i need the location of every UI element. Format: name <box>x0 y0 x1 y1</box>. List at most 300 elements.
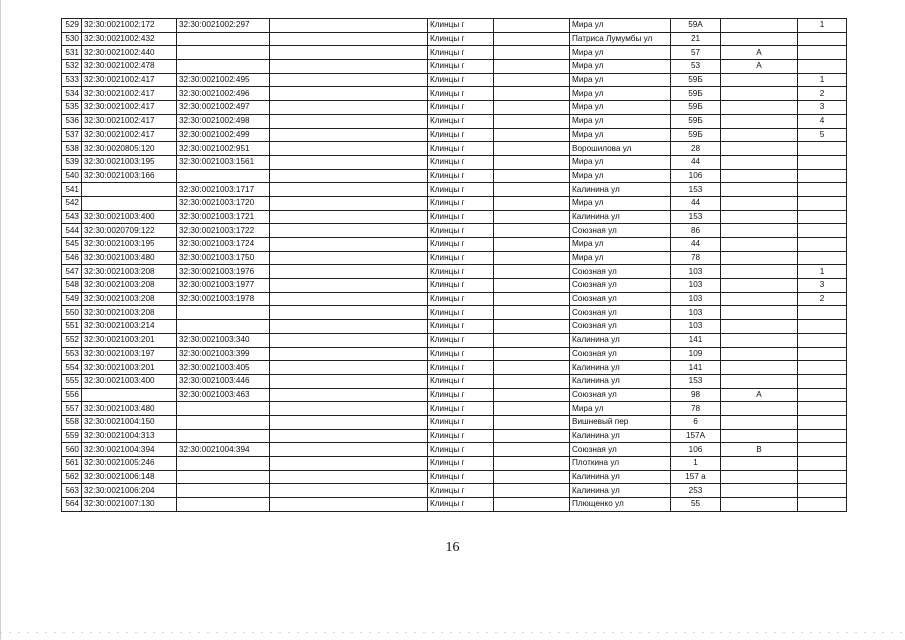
cell-house-number: 59Б <box>671 73 721 87</box>
cell-part-number <box>798 333 847 347</box>
cell-empty-field-2 <box>494 238 570 252</box>
cell-part-number <box>798 196 847 210</box>
cell-letter <box>721 196 798 210</box>
cell-empty-field <box>270 470 428 484</box>
cell-empty-field-2 <box>494 114 570 128</box>
table-row <box>62 374 847 388</box>
cell-letter <box>721 265 798 279</box>
cell-empty-field <box>270 210 428 224</box>
cell-building-cadastral-number: 32:30:0021004:394 <box>177 443 270 457</box>
cell-row-number: 562 <box>62 470 82 484</box>
cell-empty-field <box>270 333 428 347</box>
cell-house-number: 253 <box>671 484 721 498</box>
cell-letter: А <box>721 60 798 74</box>
cell-empty-field-2 <box>494 251 570 265</box>
cell-row-number: 541 <box>62 183 82 197</box>
cell-cadastral-number: 32:30:0020709:122 <box>82 224 177 238</box>
cell-empty-field-2 <box>494 19 570 33</box>
cell-letter <box>721 169 798 183</box>
cell-part-number <box>798 457 847 471</box>
cell-part-number <box>798 183 847 197</box>
cell-city: Клинцы г <box>428 114 494 128</box>
cell-letter: А <box>721 388 798 402</box>
cell-street: Калинина ул <box>570 210 671 224</box>
cell-empty-field-2 <box>494 443 570 457</box>
cell-empty-field <box>270 498 428 512</box>
cell-street: Мира ул <box>570 402 671 416</box>
cell-city: Клинцы г <box>428 292 494 306</box>
cell-building-cadastral-number: 32:30:0021003:340 <box>177 333 270 347</box>
cell-cadastral-number: 32:30:0021005:246 <box>82 457 177 471</box>
table-row <box>62 415 847 429</box>
cell-row-number: 564 <box>62 498 82 512</box>
cell-street: Союзная ул <box>570 347 671 361</box>
cell-letter <box>721 306 798 320</box>
cell-street: Мира ул <box>570 196 671 210</box>
cell-cadastral-number: 32:30:0021004:394 <box>82 443 177 457</box>
table-row <box>62 251 847 265</box>
cell-row-number: 557 <box>62 402 82 416</box>
cell-empty-field <box>270 87 428 101</box>
cell-building-cadastral-number: 32:30:0021003:1721 <box>177 210 270 224</box>
cell-letter <box>721 498 798 512</box>
cell-letter: А <box>721 46 798 60</box>
cell-empty-field <box>270 415 428 429</box>
cell-letter <box>721 73 798 87</box>
cell-building-cadastral-number: 32:30:0021003:1722 <box>177 224 270 238</box>
cell-house-number: 78 <box>671 251 721 265</box>
cell-cadastral-number: 32:30:0021003:201 <box>82 333 177 347</box>
cell-empty-field <box>270 374 428 388</box>
table-body <box>62 19 847 512</box>
cell-street: Патриса Лумумбы ул <box>570 32 671 46</box>
cell-building-cadastral-number <box>177 46 270 60</box>
cell-letter <box>721 484 798 498</box>
cell-empty-field-2 <box>494 484 570 498</box>
cell-street: Ворошилова ул <box>570 142 671 156</box>
cell-house-number: 103 <box>671 292 721 306</box>
cell-house-number: 59Б <box>671 101 721 115</box>
cell-cadastral-number: 32:30:0021002:417 <box>82 87 177 101</box>
table-row <box>62 292 847 306</box>
cell-city: Клинцы г <box>428 73 494 87</box>
cell-street: Мира ул <box>570 128 671 142</box>
cell-cadastral-number: 32:30:0021003:208 <box>82 306 177 320</box>
cell-street: Мира ул <box>570 169 671 183</box>
cell-cadastral-number: 32:30:0021003:214 <box>82 320 177 334</box>
cell-empty-field <box>270 128 428 142</box>
cell-building-cadastral-number: 32:30:0021003:1720 <box>177 196 270 210</box>
cell-empty-field <box>270 443 428 457</box>
cell-empty-field <box>270 279 428 293</box>
cell-row-number: 547 <box>62 265 82 279</box>
cell-city: Клинцы г <box>428 320 494 334</box>
cell-cadastral-number: 32:30:0021003:195 <box>82 238 177 252</box>
cell-empty-field <box>270 320 428 334</box>
cell-letter <box>721 361 798 375</box>
scan-noise <box>0 632 905 633</box>
cell-building-cadastral-number: 32:30:0021002:498 <box>177 114 270 128</box>
cell-cadastral-number: 32:30:0021003:195 <box>82 155 177 169</box>
cell-empty-field-2 <box>494 457 570 471</box>
cell-city: Клинцы г <box>428 224 494 238</box>
cell-building-cadastral-number <box>177 484 270 498</box>
cell-empty-field <box>270 169 428 183</box>
cell-part-number <box>798 32 847 46</box>
cell-city: Клинцы г <box>428 87 494 101</box>
cell-cadastral-number: 32:30:0021003:208 <box>82 265 177 279</box>
cell-part-number <box>798 251 847 265</box>
cell-cadastral-number: 32:30:0021003:201 <box>82 361 177 375</box>
cell-house-number: 106 <box>671 169 721 183</box>
cell-letter <box>721 374 798 388</box>
cell-row-number: 535 <box>62 101 82 115</box>
cell-row-number: 558 <box>62 415 82 429</box>
cell-street: Калинина ул <box>570 470 671 484</box>
cell-cadastral-number: 32:30:0021004:150 <box>82 415 177 429</box>
table-row <box>62 155 847 169</box>
cell-empty-field <box>270 402 428 416</box>
cell-row-number: 551 <box>62 320 82 334</box>
page-number: 16 <box>445 540 460 555</box>
cell-empty-field <box>270 238 428 252</box>
cell-building-cadastral-number <box>177 470 270 484</box>
cell-row-number: 555 <box>62 374 82 388</box>
cell-street: Мира ул <box>570 251 671 265</box>
cell-cadastral-number: 32:30:0021006:204 <box>82 484 177 498</box>
cell-cadastral-number <box>82 388 177 402</box>
cell-part-number: 3 <box>798 279 847 293</box>
cell-empty-field <box>270 32 428 46</box>
cell-house-number: 59Б <box>671 87 721 101</box>
cell-letter <box>721 470 798 484</box>
cell-house-number: 28 <box>671 142 721 156</box>
cell-letter <box>721 292 798 306</box>
cell-house-number: 44 <box>671 238 721 252</box>
cell-empty-field-2 <box>494 224 570 238</box>
cell-empty-field <box>270 114 428 128</box>
cell-empty-field <box>270 46 428 60</box>
cell-empty-field <box>270 265 428 279</box>
cell-part-number <box>798 210 847 224</box>
cell-row-number: 545 <box>62 238 82 252</box>
cell-empty-field <box>270 60 428 74</box>
cell-part-number: 4 <box>798 114 847 128</box>
table-row <box>62 46 847 60</box>
cell-street: Союзная ул <box>570 224 671 238</box>
cell-row-number: 533 <box>62 73 82 87</box>
cell-row-number: 530 <box>62 32 82 46</box>
table-row <box>62 347 847 361</box>
cell-cadastral-number: 32:30:0021003:208 <box>82 279 177 293</box>
cell-house-number: 86 <box>671 224 721 238</box>
table-row <box>62 210 847 224</box>
cell-building-cadastral-number: 32:30:0021002:297 <box>177 19 270 33</box>
cell-street: Плющенко ул <box>570 498 671 512</box>
cell-empty-field-2 <box>494 402 570 416</box>
cell-empty-field <box>270 73 428 87</box>
cell-row-number: 539 <box>62 155 82 169</box>
cell-house-number: 21 <box>671 32 721 46</box>
cell-street: Калинина ул <box>570 333 671 347</box>
cell-street: Калинина ул <box>570 183 671 197</box>
cell-city: Клинцы г <box>428 32 494 46</box>
cell-street: Калинина ул <box>570 429 671 443</box>
cell-house-number: 103 <box>671 265 721 279</box>
cell-empty-field-2 <box>494 73 570 87</box>
cell-row-number: 532 <box>62 60 82 74</box>
cell-building-cadastral-number: 32:30:0021002:499 <box>177 128 270 142</box>
cell-letter <box>721 224 798 238</box>
cell-empty-field-2 <box>494 183 570 197</box>
cell-city: Клинцы г <box>428 101 494 115</box>
cell-empty-field-2 <box>494 101 570 115</box>
cell-street: Союзная ул <box>570 443 671 457</box>
cell-cadastral-number: 32:30:0021002:478 <box>82 60 177 74</box>
cell-street: Союзная ул <box>570 320 671 334</box>
cell-street: Союзная ул <box>570 388 671 402</box>
cell-part-number <box>798 498 847 512</box>
cell-cadastral-number: 32:30:0021003:166 <box>82 169 177 183</box>
table-row <box>62 429 847 443</box>
cell-empty-field-2 <box>494 87 570 101</box>
cell-empty-field <box>270 101 428 115</box>
cell-building-cadastral-number <box>177 60 270 74</box>
cell-cadastral-number: 32:30:0021002:432 <box>82 32 177 46</box>
cell-empty-field <box>270 19 428 33</box>
cell-city: Клинцы г <box>428 415 494 429</box>
cell-part-number <box>798 443 847 457</box>
cell-city: Клинцы г <box>428 60 494 74</box>
cell-row-number: 563 <box>62 484 82 498</box>
cell-part-number <box>798 470 847 484</box>
table-row <box>62 183 847 197</box>
table-row <box>62 73 847 87</box>
cell-building-cadastral-number: 32:30:0021003:1717 <box>177 183 270 197</box>
table-row <box>62 169 847 183</box>
cell-building-cadastral-number: 32:30:0021003:1724 <box>177 238 270 252</box>
cell-letter <box>721 87 798 101</box>
cell-empty-field-2 <box>494 155 570 169</box>
cell-empty-field-2 <box>494 169 570 183</box>
cell-row-number: 546 <box>62 251 82 265</box>
cell-empty-field <box>270 292 428 306</box>
cell-empty-field-2 <box>494 60 570 74</box>
cell-empty-field-2 <box>494 306 570 320</box>
cell-house-number: 59Б <box>671 114 721 128</box>
cell-building-cadastral-number: 32:30:0021003:446 <box>177 374 270 388</box>
cell-house-number: 157А <box>671 429 721 443</box>
cell-street: Мира ул <box>570 155 671 169</box>
cell-building-cadastral-number <box>177 320 270 334</box>
cell-city: Клинцы г <box>428 169 494 183</box>
cell-empty-field-2 <box>494 388 570 402</box>
table-row <box>62 128 847 142</box>
cell-letter <box>721 415 798 429</box>
cell-house-number: 1 <box>671 457 721 471</box>
cell-empty-field-2 <box>494 415 570 429</box>
cell-building-cadastral-number: 32:30:0021002:496 <box>177 87 270 101</box>
cell-cadastral-number: 32:30:0021002:417 <box>82 114 177 128</box>
cell-empty-field <box>270 347 428 361</box>
table-row <box>62 306 847 320</box>
table-row <box>62 470 847 484</box>
cell-house-number: 157 а <box>671 470 721 484</box>
cell-empty-field <box>270 251 428 265</box>
cell-empty-field <box>270 429 428 443</box>
cell-street: Мира ул <box>570 87 671 101</box>
table-row <box>62 142 847 156</box>
cell-street: Вишневый пер <box>570 415 671 429</box>
cell-city: Клинцы г <box>428 251 494 265</box>
cell-empty-field-2 <box>494 347 570 361</box>
cell-empty-field <box>270 306 428 320</box>
cell-cadastral-number: 32:30:0021002:440 <box>82 46 177 60</box>
cell-empty-field-2 <box>494 265 570 279</box>
cell-empty-field <box>270 484 428 498</box>
cell-part-number <box>798 224 847 238</box>
cell-part-number <box>798 238 847 252</box>
cell-city: Клинцы г <box>428 306 494 320</box>
cell-cadastral-number: 32:30:0021004:313 <box>82 429 177 443</box>
cell-empty-field <box>270 224 428 238</box>
cell-part-number <box>798 169 847 183</box>
cell-letter <box>721 333 798 347</box>
cell-city: Клинцы г <box>428 443 494 457</box>
cell-cadastral-number: 32:30:0021002:417 <box>82 101 177 115</box>
cell-building-cadastral-number: 32:30:0021003:399 <box>177 347 270 361</box>
cell-row-number: 556 <box>62 388 82 402</box>
cell-empty-field <box>270 388 428 402</box>
cell-letter <box>721 402 798 416</box>
cell-cadastral-number <box>82 196 177 210</box>
cell-letter <box>721 32 798 46</box>
cell-house-number: 109 <box>671 347 721 361</box>
cell-empty-field <box>270 361 428 375</box>
cell-row-number: 544 <box>62 224 82 238</box>
cell-building-cadastral-number <box>177 32 270 46</box>
cell-empty-field-2 <box>494 142 570 156</box>
cell-empty-field-2 <box>494 498 570 512</box>
table-row <box>62 279 847 293</box>
cell-empty-field-2 <box>494 292 570 306</box>
cell-city: Клинцы г <box>428 279 494 293</box>
cell-empty-field-2 <box>494 333 570 347</box>
cell-building-cadastral-number: 32:30:0021002:951 <box>177 142 270 156</box>
cell-street: Союзная ул <box>570 306 671 320</box>
cell-part-number <box>798 60 847 74</box>
cell-house-number: 153 <box>671 210 721 224</box>
cell-house-number: 44 <box>671 196 721 210</box>
cell-city: Клинцы г <box>428 238 494 252</box>
cell-cadastral-number: 32:30:0021007:130 <box>82 498 177 512</box>
table-row <box>62 402 847 416</box>
cell-part-number <box>798 306 847 320</box>
cell-row-number: 537 <box>62 128 82 142</box>
cell-city: Клинцы г <box>428 457 494 471</box>
cell-part-number <box>798 142 847 156</box>
cell-letter <box>721 210 798 224</box>
cell-empty-field-2 <box>494 279 570 293</box>
cell-city: Клинцы г <box>428 155 494 169</box>
cell-cadastral-number: 32:30:0021003:400 <box>82 374 177 388</box>
cell-row-number: 554 <box>62 361 82 375</box>
cell-letter: В <box>721 443 798 457</box>
cell-city: Клинцы г <box>428 498 494 512</box>
cell-building-cadastral-number: 32:30:0021003:1977 <box>177 279 270 293</box>
cell-house-number: 53 <box>671 60 721 74</box>
cell-house-number: 78 <box>671 402 721 416</box>
cell-building-cadastral-number <box>177 429 270 443</box>
cell-house-number: 59А <box>671 19 721 33</box>
cell-empty-field-2 <box>494 210 570 224</box>
cell-row-number: 529 <box>62 19 82 33</box>
cell-street: Калинина ул <box>570 484 671 498</box>
cell-empty-field <box>270 155 428 169</box>
cell-empty-field-2 <box>494 429 570 443</box>
cell-city: Клинцы г <box>428 361 494 375</box>
cell-street: Калинина ул <box>570 374 671 388</box>
cell-row-number: 536 <box>62 114 82 128</box>
cell-street: Мира ул <box>570 114 671 128</box>
cell-letter <box>721 251 798 265</box>
cell-row-number: 531 <box>62 46 82 60</box>
table-row <box>62 333 847 347</box>
cell-building-cadastral-number <box>177 169 270 183</box>
cell-cadastral-number: 32:30:0021003:480 <box>82 402 177 416</box>
cell-empty-field <box>270 457 428 471</box>
cell-building-cadastral-number <box>177 306 270 320</box>
cell-house-number: 103 <box>671 306 721 320</box>
cell-building-cadastral-number: 32:30:0021003:1561 <box>177 155 270 169</box>
cell-letter <box>721 320 798 334</box>
cell-part-number: 2 <box>798 292 847 306</box>
cell-empty-field-2 <box>494 374 570 388</box>
cell-cadastral-number: 32:30:0021002:417 <box>82 73 177 87</box>
cell-empty-field-2 <box>494 361 570 375</box>
cell-city: Клинцы г <box>428 265 494 279</box>
cell-cadastral-number <box>82 183 177 197</box>
cell-city: Клинцы г <box>428 196 494 210</box>
cell-building-cadastral-number: 32:30:0021003:463 <box>177 388 270 402</box>
cell-empty-field-2 <box>494 196 570 210</box>
table-row <box>62 114 847 128</box>
cell-house-number: 44 <box>671 155 721 169</box>
cell-building-cadastral-number <box>177 402 270 416</box>
table-row <box>62 19 847 33</box>
cell-street: Калинина ул <box>570 361 671 375</box>
cell-street: Союзная ул <box>570 279 671 293</box>
cell-letter <box>721 238 798 252</box>
table-row <box>62 224 847 238</box>
cell-row-number: 561 <box>62 457 82 471</box>
cell-house-number: 153 <box>671 374 721 388</box>
cell-row-number: 542 <box>62 196 82 210</box>
cell-city: Клинцы г <box>428 484 494 498</box>
cell-row-number: 552 <box>62 333 82 347</box>
cell-city: Клинцы г <box>428 19 494 33</box>
cell-building-cadastral-number: 32:30:0021003:1976 <box>177 265 270 279</box>
cell-letter <box>721 128 798 142</box>
table-row <box>62 443 847 457</box>
cell-part-number: 5 <box>798 128 847 142</box>
cell-letter <box>721 279 798 293</box>
cell-letter <box>721 429 798 443</box>
cell-row-number: 549 <box>62 292 82 306</box>
cell-city: Клинцы г <box>428 402 494 416</box>
cell-part-number <box>798 320 847 334</box>
table-row <box>62 60 847 74</box>
